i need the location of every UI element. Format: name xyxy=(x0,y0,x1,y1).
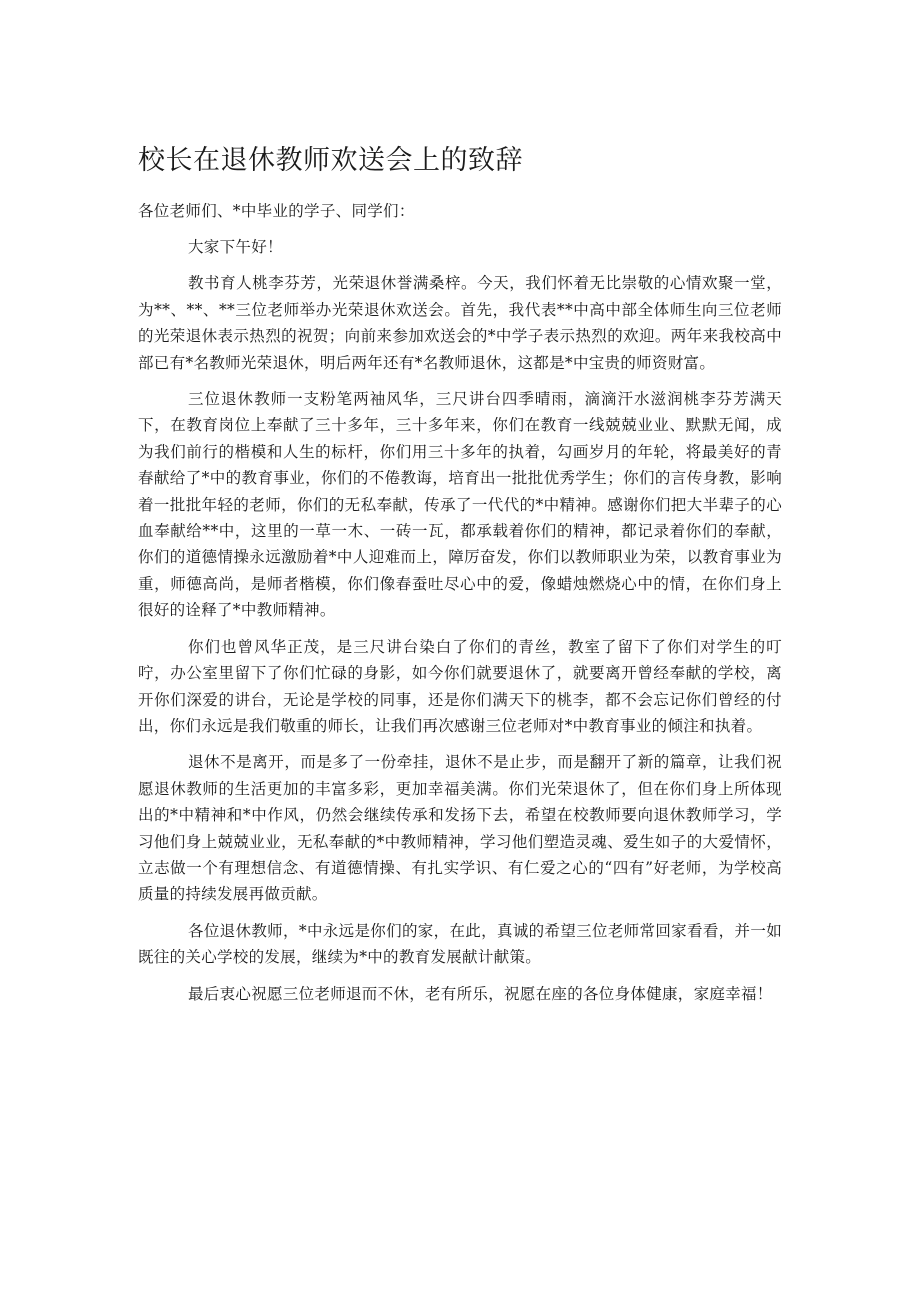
salutation: 各位老师们、*中毕业的学子、同学们： xyxy=(138,202,415,220)
paragraph-3: 你们也曾风华正茂，是三尺讲台染白了你们的青丝，教室了留下了你们对学生的叮咛，办公室里留下了你们忙碌的身影，如今你们就要退休了，就要离开曾经奉献的学校，离开你们深爱的讲台，无论是学校的同事，还是你们满天下的桃李，都不会忘记你们曾经的付出，你们永远是我们敬重的师长，让我们再次感谢三位老师对*中教育事业的倾注和执着。 xyxy=(138,637,782,735)
greeting: 大家下午好！ xyxy=(188,238,283,256)
document-title: 校长在退休教师欢送会上的致辞 xyxy=(138,145,523,176)
document-body xyxy=(138,198,782,1017)
paragraph-2: 三位退休教师一支粉笔两袖风华，三尺讲台四季晴雨，滴滴汗水滋润桃李芬芳满天下，在教育岗位上奉献了三十多年，三十多年来，你们在教育一线兢兢业业、默默无闻，成为我们前行的楷模和人生的标杆，你们用三十多年的执着，勾画岁月的年轮，将最美好的青春献给了*中的教育事业，你们的不倦教诲，培育出一批批优秀学生；你们的言传身教，影响着一批批年轻的老师，你们的无私奉献，传承了一代代的*中精神。感谢你们把大半辈子的心血奉献给**中，这里的一草一木、一砖一瓦，都承载着你们的精神，都记录着你们的奉献，你们的道德情操永远激励着*中人迎难而上，障厉奋发，你们以教师职业为荣，以教育事业为重，师德高尚，是师者楷模，你们像春蚕吐尽心中的爱，像蜡烛燃烧心中的情，在你们身上很好的诠释了*中教师精神。 xyxy=(138,390,782,620)
paragraph-1: 教书育人桃李芬芳，光荣退休誉满桑梓。今天，我们怀着无比崇敬的心情欢聚一堂，为**、**、**三位老师举办光荣退休欢送会。首先，我代表**中高中部全体师生向三位老师的光荣退休表示热烈的祝贺；向前来参加欢送会的*中学子表示热烈的欢迎。两年来我校高中部已有*名教师光荣退休，明后两年还有*名教师退休，这都是*中宝贵的师资财富。 xyxy=(138,274,782,372)
paragraph-5: 各位退休教师，*中永远是你们的家，在此，真诚的希望三位老师常回家看看，并一如既往的关心学校的发展，继续为*中的教育发展献计献策。 xyxy=(138,921,782,967)
paragraph-4: 退休不是离开，而是多了一份牵挂，退休不是止步，而是翻开了新的篇章，让我们祝愿退休教师的生活更加的丰富多彩，更加幸福美满。你们光荣退休了，但在你们身上所体现出的*中精神和*中作风，仍然会继续传承和发扬下去，希望在校教师要向退休教师学习，学习他们身上兢兢业业，无私奉献的*中教师精神，学习他们塑造灵魂、爱生如子的大爱情怀，立志做一个有理想信念、有道德情操、有扎实学识、有仁爱之心的“四有”好老师，为学校高质量的持续发展再做贡献。 xyxy=(138,753,782,904)
paragraph-6: 最后衷心祝愿三位老师退而不休，老有所乐，祝愿在座的各位身体健康，家庭幸福！ xyxy=(188,984,773,1003)
